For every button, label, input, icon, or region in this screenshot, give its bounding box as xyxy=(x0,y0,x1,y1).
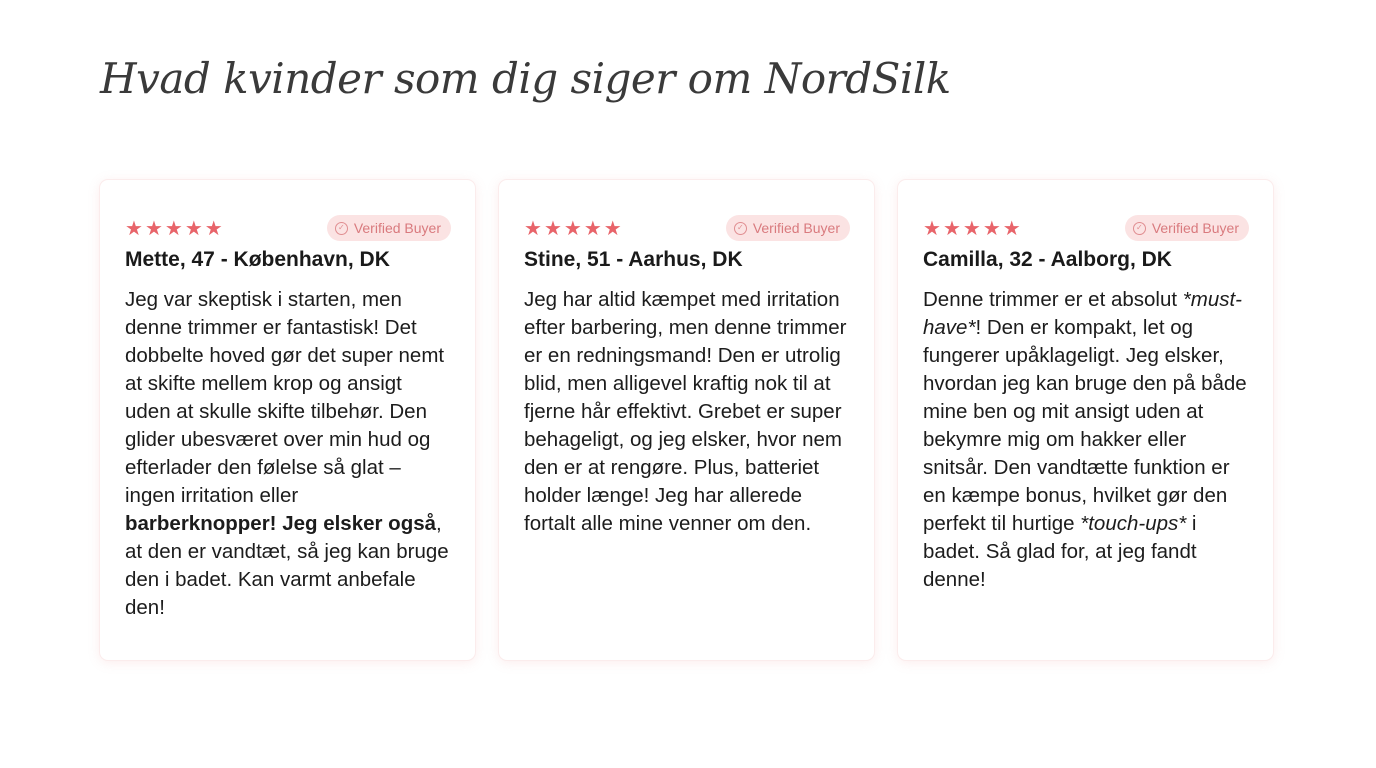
star-icon: ★ xyxy=(125,216,143,240)
review-card-header xyxy=(125,214,451,242)
check-circle-icon: ✓ xyxy=(335,222,348,235)
review-text-part: Jeg var skeptisk i starten, men denne trimmer er fantastisk! Det dobbelte hoved gør det super nemt at skifte mellem krop og ansigt uden at skulle skifte tilbehør. Den glider ubesværet over min hud og efterlader den følelse så glat – ingen irritation eller xyxy=(125,288,445,507)
review-text-part: , at den er vandtæt, så jeg kan bruge den i badet. Kan varmt anbefale den! xyxy=(125,512,449,619)
review-card-header xyxy=(923,214,1249,242)
reviewer-name: Camilla, 32 - Aalborg, DK xyxy=(923,248,1172,271)
check-circle-icon: ✓ xyxy=(1133,222,1146,235)
reviews-container xyxy=(100,180,1273,660)
star-icon: ★ xyxy=(923,216,941,240)
review-text xyxy=(524,286,850,538)
verified-buyer-badge xyxy=(726,215,850,241)
star-icon: ★ xyxy=(982,216,1001,240)
review-text-bold: barberknopper! Jeg elsker også xyxy=(125,512,437,535)
star-icon: ★ xyxy=(164,216,183,240)
review-text-italic: *must-have* xyxy=(923,288,1243,339)
check-circle-icon: ✓ xyxy=(734,222,747,235)
review-text xyxy=(125,286,451,622)
review-card xyxy=(499,180,874,660)
star-icon: ★ xyxy=(603,216,622,240)
review-card-header xyxy=(524,214,850,242)
verified-buyer-badge xyxy=(327,215,451,241)
star-rating xyxy=(524,218,622,238)
reviewer-name: Mette, 47 - København, DK xyxy=(125,248,390,271)
star-rating xyxy=(125,218,223,238)
review-text-part: Denne trimmer er et absolut xyxy=(923,288,1183,311)
verified-buyer-badge xyxy=(1125,215,1249,241)
section-title: Hvad kvinder som dig siger om NordSilk xyxy=(100,54,951,103)
review-text-part: ! Den er kompakt, let og fungerer upåklageligt. Jeg elsker, hvordan jeg kan bruge den på både mine ben og mit ansigt uden at bekymre mig om hakker eller snitsår. Den vandtætte funktion er en kæmpe bonus, hvilket gør den perfekt til hurtige xyxy=(923,316,1247,535)
review-card xyxy=(898,180,1273,660)
star-icon: ★ xyxy=(942,216,961,240)
star-rating xyxy=(923,218,1021,238)
review-text-part: i badet. Så glad for, at jeg fandt denne! xyxy=(923,512,1197,591)
star-icon: ★ xyxy=(184,216,203,240)
review-text-part: Jeg har altid kæmpet med irritation efter barbering, men denne trimmer er en redningsmand! Den er utrolig blid, men alligevel kraftig nok til at fjerne hår effektivt. Grebet er super behageligt, og jeg elsker, hvor nem den er at rengøre. Plus, batteriet holder længe! Jeg har allerede fortalt alle mine venner om den. xyxy=(524,288,847,535)
star-icon: ★ xyxy=(1002,216,1021,240)
verified-buyer-label: Verified Buyer xyxy=(353,220,441,236)
star-icon: ★ xyxy=(962,216,981,240)
review-card xyxy=(100,180,475,660)
reviewer-name: Stine, 51 - Aarhus, DK xyxy=(524,248,743,271)
verified-buyer-label: Verified Buyer xyxy=(1151,220,1239,236)
star-icon: ★ xyxy=(583,216,602,240)
star-icon: ★ xyxy=(563,216,582,240)
review-text-italic: *touch-ups* xyxy=(1080,512,1187,535)
star-icon: ★ xyxy=(543,216,562,240)
review-text xyxy=(923,286,1249,594)
star-icon: ★ xyxy=(204,216,223,240)
star-icon: ★ xyxy=(524,216,542,240)
verified-buyer-label: Verified Buyer xyxy=(752,220,840,236)
star-icon: ★ xyxy=(144,216,163,240)
